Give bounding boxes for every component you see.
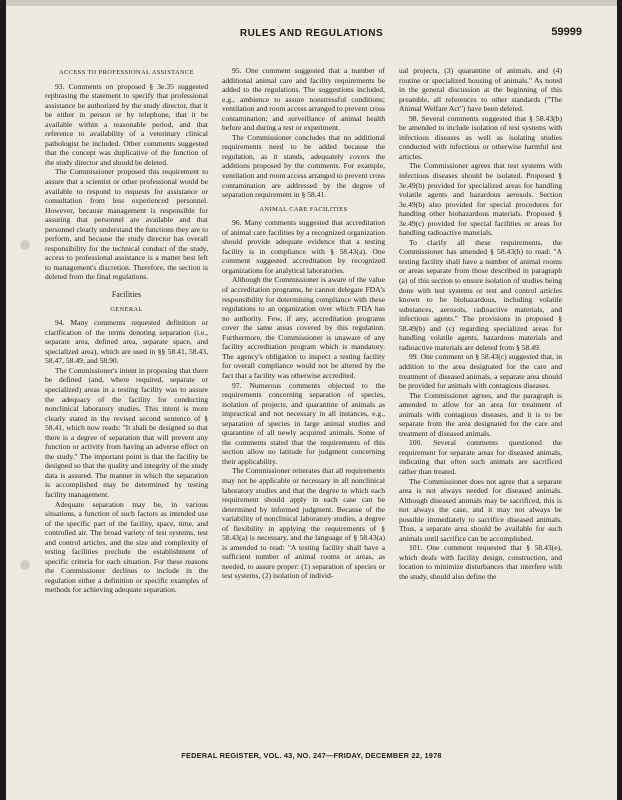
page-top-edge [6, 0, 617, 6]
paragraph: The Commissioner agrees, and the paragraph is amended to allow for an area for treatment of animals with contagious diseases, and it is to be separate from the area designated for the care and treatment of diseased animals. [399, 390, 562, 438]
paragraph: The Commissioner concludes that no additional requirements need to be added because the regulation, as it stands, adequately covers the additions proposed by the comments. For example, ventilation and room access arranged to prevent cross contamination are addressed by the degree of separation requirement in § 58.41. [222, 132, 385, 200]
paragraph: 101. One comment requested that § 58.43(e), which deals with facility design, construction, and location to minimize disturbances that interfere with the study, should also define the [399, 543, 562, 581]
page-number: 59999 [551, 26, 582, 38]
column-2 [222, 66, 385, 581]
paragraph: To clarify all these requirements, the Commissioner has amended § 58.43(b) to read: "A testing facility shall have a number of animal rooms or areas separate from those described in paragraph (a) of this section to ensure isolation of studies being done with test systems or test and control articles known to be biohazardous, including volatile substances, aerosols, radioactive materials, and infectious agents." The provisions in proposed § 58.49(b) and (c) regarding specialized areas for handling volatile agents, hazardous materials and radioactive materials are deleted from § 58.49. [399, 237, 562, 352]
paragraph: 97. Numerous comments objected to the requirements concerning separation of species, isolation of projects, and quarantine of animals as impractical and not necessary in all instances, e.g., separation of species in large animal studies and quarantine of all newly acquired animals. Some of the comments stated that the requirements of this section allow no latitude for judgment concerning their applicability. [222, 380, 385, 466]
paragraph: The Commissioner agrees that test systems with infectious diseases should be isolated. Proposed § 3e.49(b) provided for specialized areas for handling volatile agents and hazardous aerosols. Section 3e.49(b) also provided for special procedures for handling other biohazardous materials. Proposed § 3e.49(c) provided for special facilities or areas for handling radioactive materials. [399, 161, 562, 238]
paragraph: Adequate separation may be, in various situations, a function of such factors as intended use of the specific part of the facility, space, time, and controlled air. The broad variety of test systems, test and control articles, and the size and complexity of testing facilities preclude the establishment of specific criteria for each situation. For these reasons the Commissioner declines to include in the regulation either a definition or specific examples of methods for achieving adequate separation. [45, 499, 208, 595]
paragraph: The Commissioner reiterates that all requirements may not be applicable or necessary in all nonclinical laboratory studies and that the degree to which each requirement should apply in each case can be determined by informed judgment. Because of the variability of nonclinical laboratory studies, a degree of flexibility in applying the requirements of § 58.43(a) is necessary, and the language of § 58.43(a) is amended to read: "A testing facility shall have a sufficient number of animal rooms or areas, as needed, to assure proper: (1) separation of species or test systems, (2) isolation of individ- [222, 466, 385, 581]
paragraph: 98. Several comments suggested that § 58.43(b) be amended to include isolation of test systems with infectious diseases as well as isolating studies conducted with infectious or otherwise harmful test articles. [399, 113, 562, 161]
paragraph: 96. Many comments suggested that accreditation of animal care facilities by a recognized organization should provide adequate evidence that a testing facility is in compliance with § 58.43(a). One comment suggested accreditation by recognized organizations for analytical laboratories. [222, 218, 385, 275]
paragraph: The Commissioner's intent in proposing that there be defined (and, where required, separate or specialized) areas in a testing facility was to assure the adequacy of the facility for conducting nonclinical laboratory studies. This intent is more clearly stated in the revised second sentence of § 58.41, which now reads: "It shall be designed so that there is a degree of separation that will prevent any function or activity from having an adverse effect on the study." The important point is that the facility be designed so that the quality and integrity of the study data is assured. The manner in which the separation is accomplished may be determined by testing facility management. [45, 365, 208, 499]
paragraph: Although the Commissioner is aware of the value of accreditation programs, he cannot delegate FDA's responsibility for determining compliance with these regulations to an organization over which FDA has no authority. Few, if any, accreditation programs cover the same areas covered by this regulation. Furthermore, the Commissioner is unaware of any facility accreditation program which is mandatory. The agency's obligation to inspect a testing facility for overall compliance would not be altered by the fact that a facility was otherwise accredited. [222, 275, 385, 380]
paragraph: The Commissioner does not agree that a separate area is not always needed for diseased animals. Although diseased animals may be sacrificed, this is not always the case, and it may not always be possible immediately to sacrifice diseased animals. Thus, a separate area should be available for such animals until sacrifice can be accomplished. [399, 476, 562, 543]
column-3 [399, 66, 562, 582]
column-1 [45, 66, 208, 595]
paragraph: 95. One comment suggested that a number of additional animal care and facility requirements be added to the regulations. The suggestions included, e.g., ambience to assure nonstressful conditions; ventilation and room access arranged to prevent cross contamination; and surveillance of animal health before and during a test or experiment. [222, 66, 385, 133]
paragraph: ual projects, (3) quarantine of animals, and (4) routine or specialized housing of animals." As noted in the general discussion at the beginning of this preamble, all references to other standards ("The Animal Welfare Act") have been deleted. [399, 66, 562, 114]
running-head-title: RULES AND REGULATIONS [239, 28, 384, 39]
section-heading: GENERAL [110, 305, 143, 313]
punch-hole [20, 240, 30, 250]
section-heading: ACCESS TO PROFESSIONAL ASSISTANCE [59, 69, 194, 76]
paragraph: 93. Comments on proposed § 3e.35 suggested rephrasing the statement to specify that professional assistance be authorized by the study director, that it be either in person or by telephone, that it be available within a reasonable period, and that reference to availability of a veterinary clinical pathologist be included. Other comments suggested that the concept was duplicative of the function of the study director and should be deleted. [45, 81, 208, 167]
section-title: Facilities [111, 290, 142, 300]
paragraph: The Commissioner proposed this requirement to assure that a scientist or other professional would be available to respond to requests for assistance or consultation from less experienced personnel. However, because management is responsible for assuring that personnel are available and that personnel clearly understand the functions they are to perform, and because the study director has overall responsibility for the technical conduct of the study, access to professional assistance is a matter best left to management's discretion. Therefore, the section is deleted from the final regulations. [45, 167, 208, 282]
page-footer: FEDERAL REGISTER, VOL. 43, NO. 247—FRIDAY, DECEMBER 22, 1978 [181, 751, 442, 760]
paragraph: 99. One comment on § 58.43(c) suggested that, in addition to the area designated for the care and treatment of diseased animals, a separate area should be provided for animals with contagious diseases. [399, 352, 562, 391]
paragraph: 100. Several comments questioned the requirement for separate areas for diseased animals, indicating that often such animals are sacrificed rather than treated. [399, 438, 562, 476]
paragraph: 94. Many comments requested definition or clarification of the terms denoting separation (i.e., separate area, defined area, separate space, and specialized area), which are used in §§ 58.41, 58.43, 58.47, 58.49, and 58.90. [45, 318, 208, 366]
section-heading: ANIMAL CARE FACILITIES [259, 205, 348, 213]
document-page [6, 0, 617, 800]
punch-hole [20, 560, 30, 570]
